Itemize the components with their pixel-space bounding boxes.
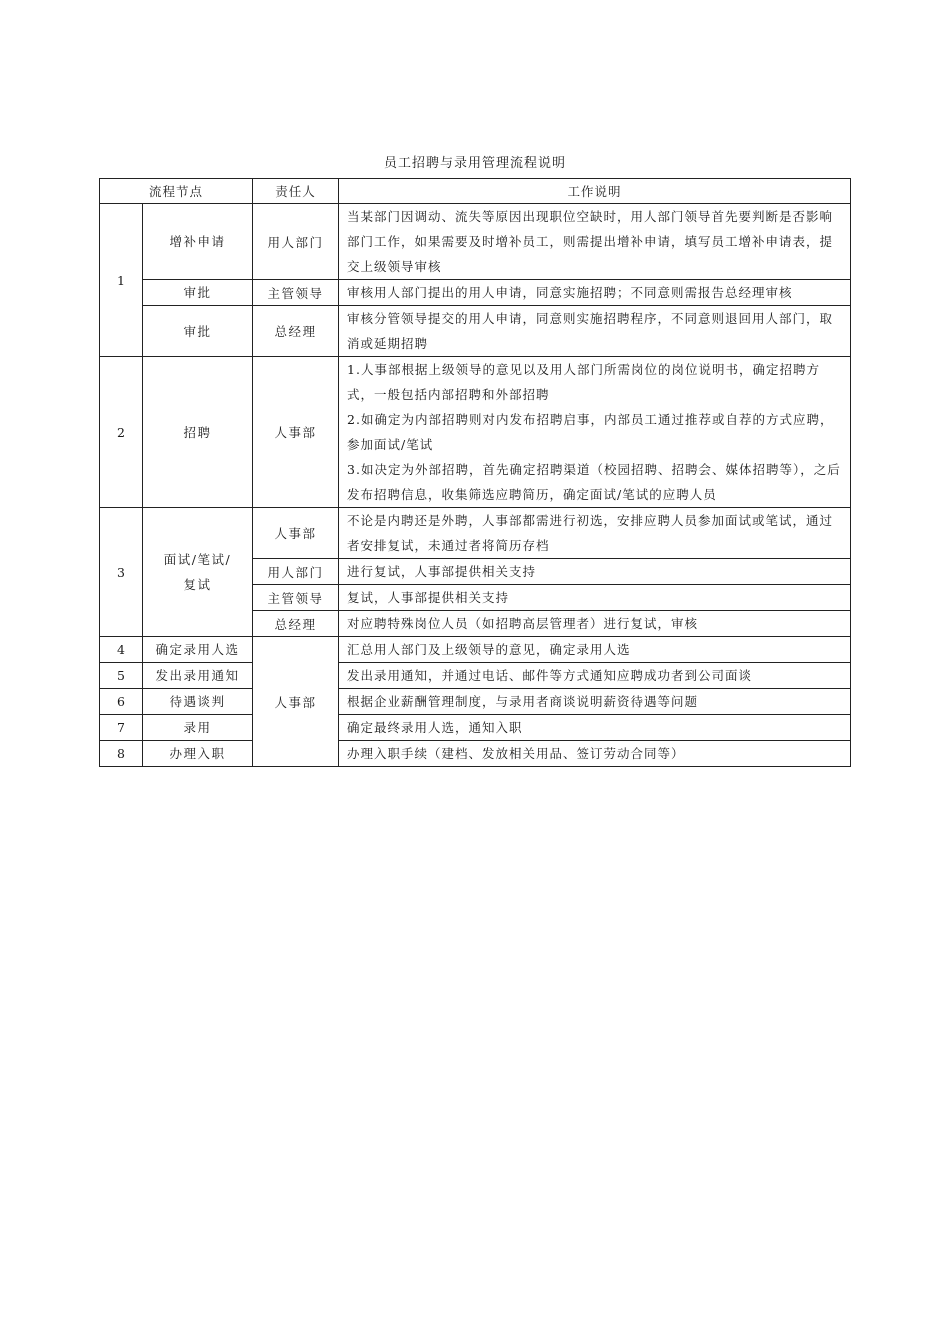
process-node: 办理入职 [143, 741, 253, 767]
description: 发出录用通知，并通过电话、邮件等方式通知应聘成功者到公司面谈 [339, 663, 851, 689]
step-number: 2 [100, 357, 143, 508]
process-node: 待遇谈判 [143, 689, 253, 715]
step-number: 6 [100, 689, 143, 715]
table-row [100, 637, 851, 663]
owner: 人事部 [253, 357, 339, 508]
description [339, 357, 851, 508]
recruitment-process-table [99, 178, 851, 767]
owner: 主管领导 [253, 585, 339, 611]
description: 办理入职手续（建档、发放相关用品、签订劳动合同等） [339, 741, 851, 767]
owner: 人事部 [253, 508, 339, 559]
process-node: 发出录用通知 [143, 663, 253, 689]
table-row [100, 508, 851, 559]
process-node-line: 面试/笔试/ [163, 552, 232, 567]
process-node: 录用 [143, 715, 253, 741]
table-row [100, 715, 851, 741]
process-node-line: 复试 [183, 577, 212, 592]
document-title: 员工招聘与录用管理流程说明 [383, 156, 566, 171]
header-process-node: 流程节点 [100, 179, 253, 204]
step-number: 1 [100, 204, 143, 357]
description: 审核分管领导提交的用人申请，同意则实施招聘程序，不同意则退回用人部门，取消或延期招聘 [339, 306, 851, 357]
step-number: 7 [100, 715, 143, 741]
description: 不论是内聘还是外聘，人事部都需进行初选，安排应聘人员参加面试或笔试，通过者安排复试，未通过者将简历存档 [339, 508, 851, 559]
owner: 总经理 [253, 611, 339, 637]
table-row [100, 280, 851, 306]
table-header-row [100, 179, 851, 204]
step-number: 3 [100, 508, 143, 637]
process-node: 增补申请 [143, 204, 253, 280]
table-row [100, 689, 851, 715]
owner: 主管领导 [253, 280, 339, 306]
header-owner: 责任人 [253, 179, 339, 204]
description: 当某部门因调动、流失等原因出现职位空缺时，用人部门领导首先要判断是否影响部门工作，如果需要及时增补员工，则需提出增补申请，填写员工增补申请表，提交上级领导审核 [339, 204, 851, 280]
process-node: 审批 [143, 280, 253, 306]
table-row [100, 663, 851, 689]
process-node: 确定录用人选 [143, 637, 253, 663]
owner: 用人部门 [253, 559, 339, 585]
description: 进行复试，人事部提供相关支持 [339, 559, 851, 585]
description: 根据企业薪酬管理制度，与录用者商谈说明薪资待遇等问题 [339, 689, 851, 715]
description: 对应聘特殊岗位人员（如招聘高层管理者）进行复试，审核 [339, 611, 851, 637]
description-line: 1.人事部根据上级领导的意见以及用人部门所需岗位的岗位说明书，确定招聘方式，一般包括内部招聘和外部招聘 [347, 362, 820, 402]
description: 确定最终录用人选，通知入职 [339, 715, 851, 741]
process-node: 审批 [143, 306, 253, 357]
description: 审核用人部门提出的用人申请，同意实施招聘；不同意则需报告总经理审核 [339, 280, 851, 306]
process-node: 招聘 [143, 357, 253, 508]
table-row [100, 204, 851, 280]
process-node [143, 508, 253, 637]
table-row [100, 306, 851, 357]
description: 汇总用人部门及上级领导的意见，确定录用人选 [339, 637, 851, 663]
description-line: 3.如决定为外部招聘，首先确定招聘渠道（校园招聘、招聘会、媒体招聘等），之后发布招聘信息，收集筛选应聘简历，确定面试/笔试的应聘人员 [347, 462, 841, 502]
owner: 总经理 [253, 306, 339, 357]
owner: 用人部门 [253, 204, 339, 280]
description: 复试，人事部提供相关支持 [339, 585, 851, 611]
step-number: 4 [100, 637, 143, 663]
description-line: 2.如确定为内部招聘则对内发布招聘启事，内部员工通过推荐或自荐的方式应聘，参加面试/笔试 [347, 412, 834, 452]
step-number: 8 [100, 741, 143, 767]
table-row [100, 357, 851, 508]
header-description: 工作说明 [339, 179, 851, 204]
owner: 人事部 [253, 637, 339, 767]
table-row [100, 741, 851, 767]
step-number: 5 [100, 663, 143, 689]
